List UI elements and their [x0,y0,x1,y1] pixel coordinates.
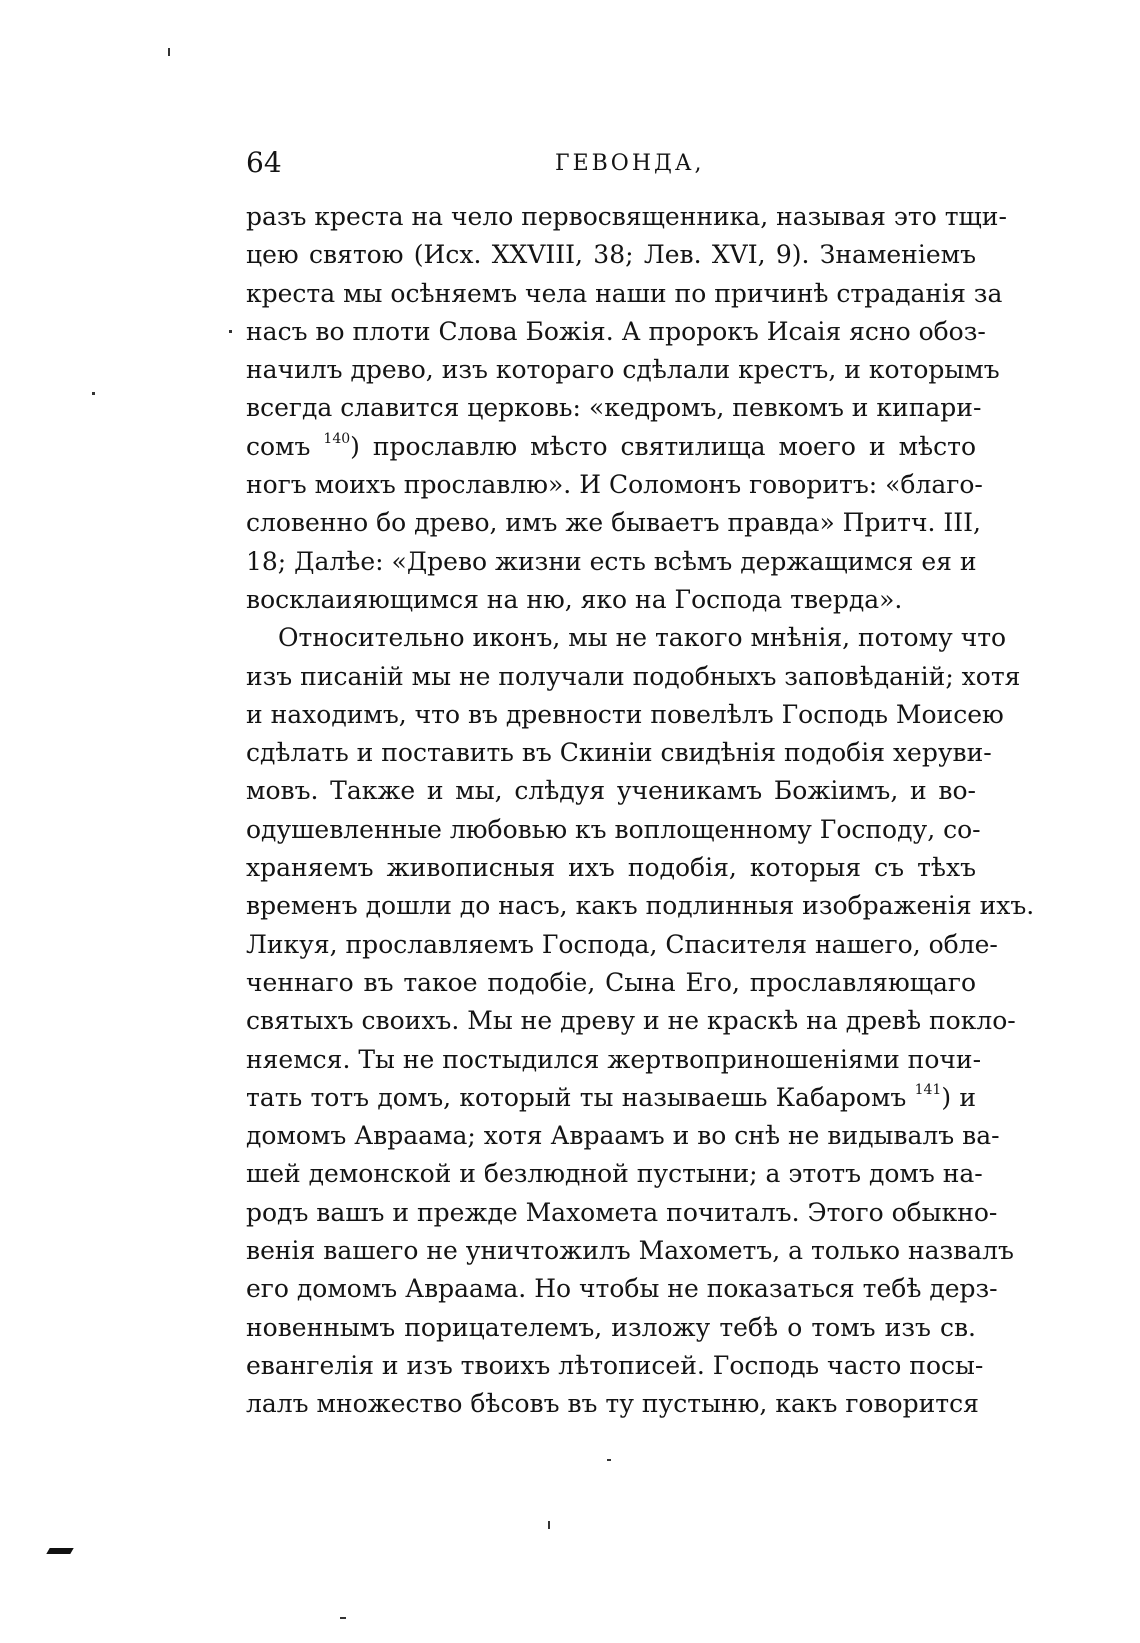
text-line: разъ креста на чело первосвященника, называя это тщи- [246,202,1007,231]
text-line: лалъ множество бѣсовъ въ ту пустыню, какъ говорится [246,1389,979,1419]
text-line: его домомъ Авраама. Но чтобы не показаться тебѣ дерз- [246,1274,998,1304]
text-line: всегда славится церковь: «кедромъ, певкомъ и кипари- [246,393,982,423]
paragraph-first-line: Относительно иконъ, мы не такого мнѣнія, потому что [278,623,1007,653]
text-line: начилъ древо, изъ котораго сдѣлали крестъ, и которымъ [246,355,1000,385]
text-line: насъ во плоти Слова Божія. А пророкъ Исаія ясно обоз- [246,316,986,346]
text-line: цею святою (Исх. XXVIII, 38; Лев. XVI, 9). Знаменіемъ [246,240,976,270]
text-fragment: ) прославлю мѣсто святилища моего и мѣсто [350,431,977,461]
text-line: храняемъ живописныя ихъ подобія, которыя съ тѣхъ [246,853,976,883]
scan-speck [229,330,232,333]
scan-speck [92,392,95,395]
text-line: 18; Далѣе: «Древо жизни есть всѣмъ держащимся ея и [246,546,977,576]
text-line: святыхъ своихъ. Мы не древу и не краскѣ на древѣ покло- [246,1006,1016,1036]
scan-speck [548,1521,550,1529]
text-line: временъ дошли до насъ, какъ подлинныя изображенія ихъ. [246,891,1035,921]
scan-speck [607,1459,611,1461]
page-number: 64 [246,146,282,179]
text-line: венія вашего не уничтожилъ Махометъ, а только назвалъ [246,1236,1014,1266]
text-line: новеннымъ порицателемъ, изложу тебѣ о томъ изъ св. [246,1312,976,1342]
text-line: мовъ. Также и мы, слѣдуя ученикамъ Божіимъ, и во- [246,776,976,806]
text-line: словенно бо древо, имъ же бываетъ правда» Притч. III, [246,508,981,538]
text-fragment: ) и [941,1082,976,1112]
text-line: одушевленные любовью къ воплощенному Господу, со- [246,814,981,844]
text-fragment: тать тотъ домъ, который ты называешь Кабаромъ [246,1082,915,1112]
scan-speck [46,1548,73,1554]
text-line: ногъ моихъ прославлю». И Соломонъ говоритъ: «благо- [246,470,983,500]
footnote-marker: 140 [323,430,351,447]
text-line-with-footnote [246,428,976,466]
text-line: Ликуя, прославляемъ Господа, Спасителя нашего, обле- [246,929,998,959]
text-line: няемся. Ты не постыдился жертвоприношеніями почи- [246,1044,982,1074]
text-fragment: сомъ [246,431,324,461]
body-text [246,198,1035,1424]
text-line: родъ вашъ и прежде Махомета почиталъ. Этого обыкно- [246,1197,998,1227]
text-line: изъ писаній мы не получали подобныхъ заповѣданій; хотя [246,661,1021,691]
text-line: сдѣлать и поставить въ Скиніи свидѣнія подобія херуви- [246,738,992,768]
text-line: шей демонской и безлюдной пустыни; а этотъ домъ на- [246,1159,983,1189]
text-line: восклаияющимся на ню, яко на Господа тверда». [246,584,903,614]
scan-speck [340,1617,346,1619]
text-line: креста мы осѣняемъ чела наши по причинѣ страданія за [246,278,1003,308]
scan-speck [168,48,170,56]
footnote-marker: 141 [914,1081,942,1098]
text-line: и находимъ, что въ древности повелѣлъ Господь Моисею [246,699,1004,729]
text-line: домомъ Авраама; хотя Авраамъ и во снѣ не видывалъ ва- [246,1121,1000,1151]
running-head: ГЕВОНДА, [555,151,705,176]
text-line-with-footnote [246,1079,976,1117]
text-line: ченнаго въ такое подобіе, Сына Его, прославляющаго [246,967,976,997]
text-line: евангелія и изъ твоихъ лѣтописей. Господь часто посы- [246,1350,984,1380]
